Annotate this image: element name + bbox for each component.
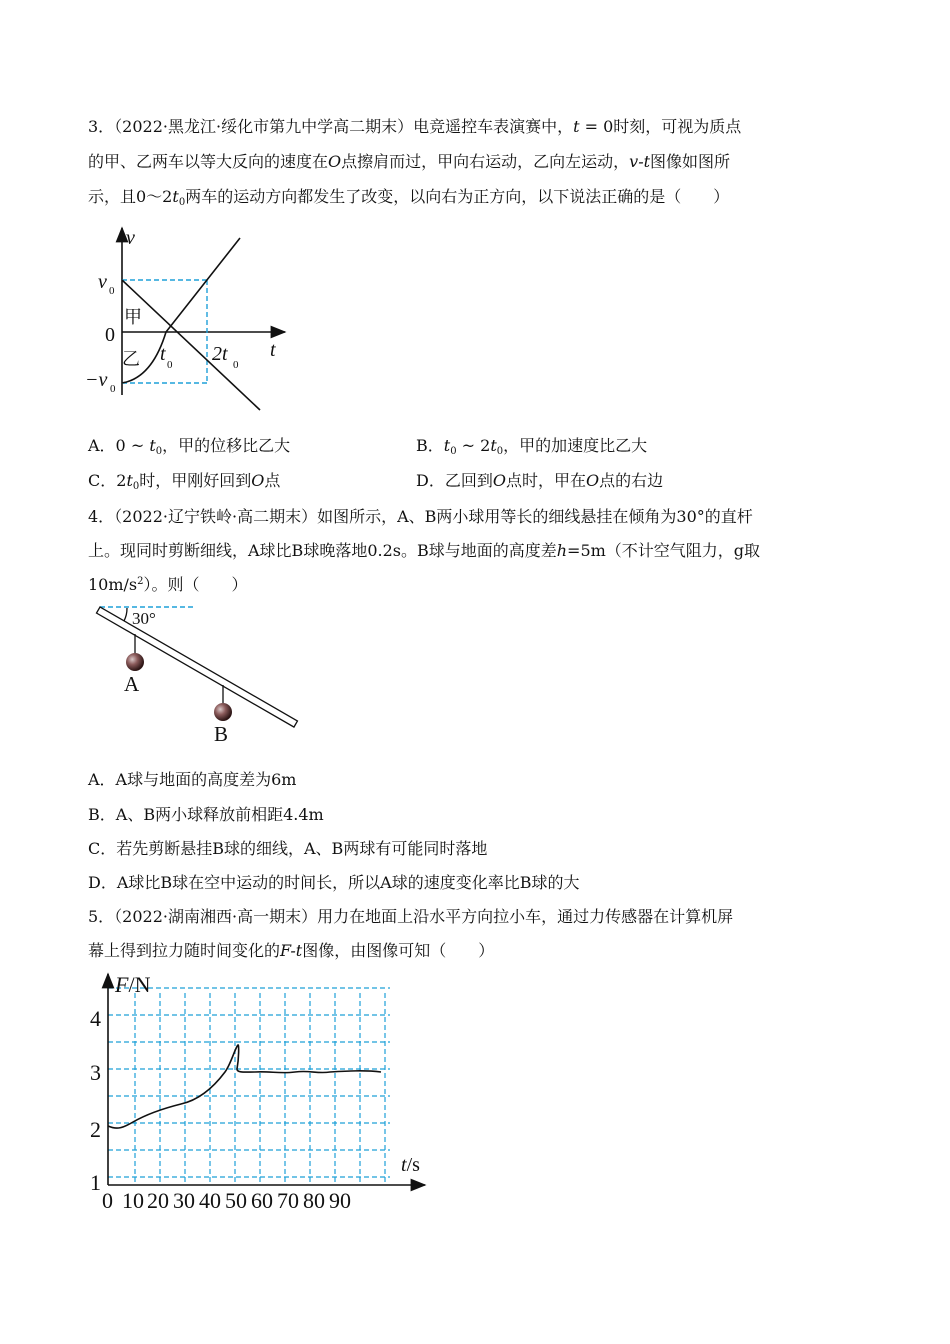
x-tick-0: 0	[102, 1188, 113, 1213]
y-tick-3: 3	[90, 1060, 101, 1085]
q5-ft-graph	[85, 968, 435, 1213]
q3-option-d[interactable]: D．乙回到O点时，甲在O点的右边	[416, 471, 664, 490]
ball-a-label: A	[124, 672, 140, 696]
q3-option-a[interactable]: A．0 ~ $t_0$，甲的位移比乙大	[88, 436, 291, 457]
y-tick-2: 2	[90, 1117, 101, 1142]
ball-a	[126, 653, 144, 671]
q4-option-d[interactable]: D．A球比B球在空中运动的时间长，所以A球的速度变化率比B球的大	[88, 873, 580, 892]
x-tick-40: 40	[199, 1188, 221, 1213]
q4-rod-figure	[95, 600, 310, 750]
q4-stem-line-3: $10m/s^2$）。则（ ）	[88, 575, 248, 594]
q5-stem-line-2: 幕上得到拉力随时间变化的F-t图像，由图像可知（ ）	[88, 941, 495, 960]
q5-stem-line-1: 5．（2022·湖南湘西·高一期末）用力在地面上沿水平方向拉小车，通过力传感器在计算机屏	[88, 907, 734, 926]
x-tick-70: 70	[277, 1188, 299, 1213]
x-tick-50: 50	[225, 1188, 247, 1213]
neg-v0-label: −v	[85, 369, 108, 391]
v0-label: v	[98, 271, 107, 293]
q4-stem-line-1: 4．（2022·辽宁铁岭·高二期末）如图所示，A、B两小球用等长的细线悬挂在倾角为30°的直杆	[88, 507, 753, 526]
x-tick-10: 10	[122, 1188, 144, 1213]
q3-stem-line-1: 3．（2022·黑龙江·绥化市第九中学高二期末）电竞遥控车表演赛中，t = 0时刻，可视为质点	[88, 117, 742, 136]
x-tick-90: 90	[329, 1188, 351, 1213]
y-tick-1: 1	[90, 1170, 101, 1195]
grid	[108, 988, 390, 1185]
t0-sub: 0	[167, 359, 173, 371]
jia-label: 甲	[124, 307, 142, 327]
x-tick-80: 80	[303, 1188, 325, 1213]
q3-option-c[interactable]: C．$2t_0$时，甲刚好回到O点	[88, 471, 281, 492]
f-axis-label: F/N	[115, 972, 151, 997]
q4-option-c[interactable]: C．若先剪断悬挂B球的细线，A、B两球有可能同时落地	[88, 839, 488, 858]
v-axis-label: v	[126, 227, 135, 249]
t-axis-label: t/s	[401, 1154, 420, 1176]
t-axis-label: t	[270, 339, 276, 361]
ball-b	[214, 703, 232, 721]
q3-stem-line-2: 的甲、乙两车以等大反向的速度在O点擦肩而过，甲向右运动，乙向左运动，v-t图像如图所	[88, 152, 731, 171]
yi-label: 乙	[122, 349, 140, 369]
zero-label: 0	[105, 324, 115, 346]
x-tick-30: 30	[173, 1188, 195, 1213]
neg-v0-sub: 0	[110, 383, 116, 395]
q3-stem-line-3: 示，且$0\sim 2t_0$两车的运动方向都发生了改变，以向右为正方向，以下说法正确的是（ ）	[88, 187, 730, 208]
two-t0-sub: 0	[233, 359, 239, 371]
angle-arc	[124, 608, 127, 621]
inclined-rod	[97, 607, 298, 727]
ball-b-label: B	[214, 722, 229, 746]
q3-option-b[interactable]: B．$t_0$ ~ $2t_0$，甲的加速度比乙大	[416, 436, 648, 457]
v0-sub: 0	[109, 285, 115, 297]
x-tick-60: 60	[251, 1188, 273, 1213]
q4-option-b[interactable]: B．A、B两小球释放前相距4.4m	[88, 805, 324, 824]
q3-vt-graph	[80, 220, 310, 420]
force-curve	[108, 1045, 381, 1128]
t0-label: t	[160, 343, 166, 365]
two-t0-label: 2t	[212, 343, 228, 365]
q4-stem-line-2: 上。现同时剪断细线，A球比B球晚落地0.2s。B球与地面的高度差h=5m（不计空气阻力，g取	[88, 541, 761, 560]
x-tick-20: 20	[147, 1188, 169, 1213]
y-tick-4: 4	[90, 1006, 101, 1031]
q4-option-a[interactable]: A．A球与地面的高度差为6m	[88, 770, 297, 789]
angle-label: 30°	[132, 609, 156, 628]
